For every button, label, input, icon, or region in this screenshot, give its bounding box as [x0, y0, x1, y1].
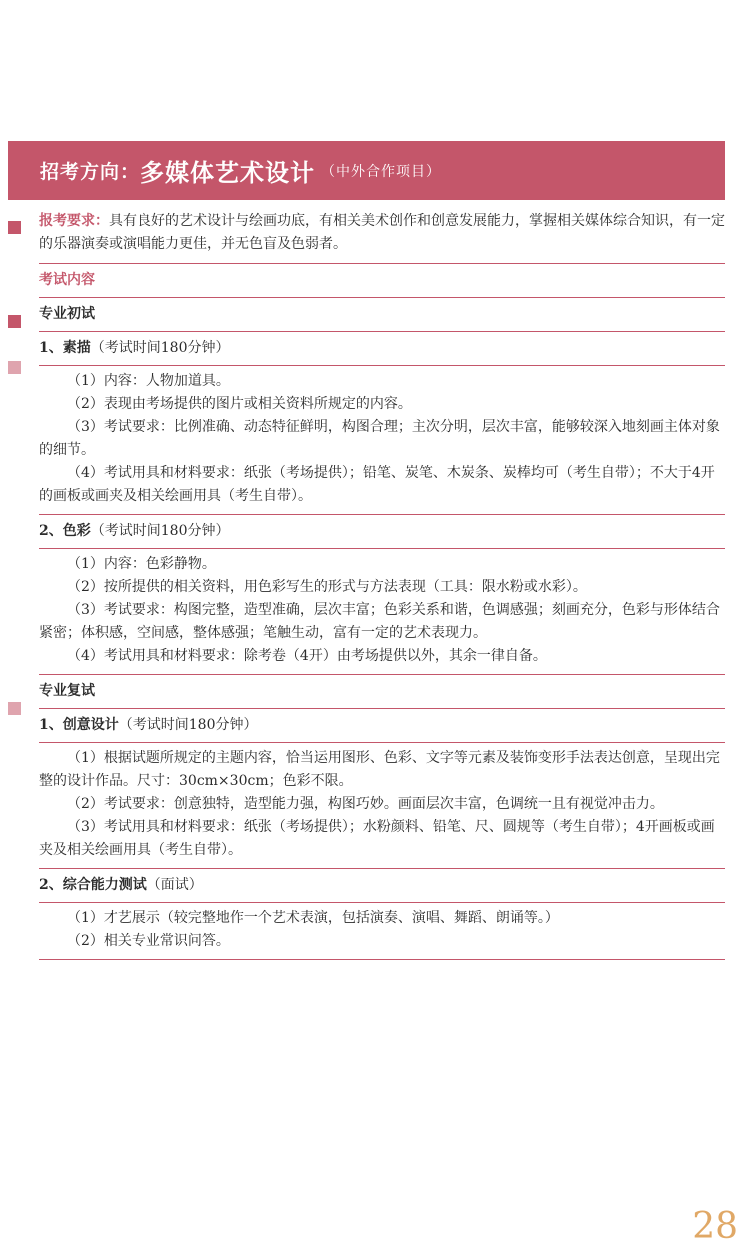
subject-time: （考试时间180分钟）	[90, 340, 230, 356]
subject-creative-title	[39, 709, 725, 742]
exam-content	[39, 210, 725, 960]
list-item: （2）按所提供的相关资料，用色彩写生的形式与方法表现（工具：限水粉或水彩）。	[67, 579, 587, 595]
subject-comprehensive-title	[39, 869, 725, 902]
marker-preliminary	[8, 315, 21, 328]
list-item: （3）考试要求：构图完整，造型准确，层次丰富；色彩关系和谐，色调感强；刻画充分，色彩与形体结合紧密；体积感，空间感，整体感强；笔触生动，富有一定的艺术表现力。	[39, 602, 720, 641]
banner-major: 多媒体艺术设计	[140, 158, 316, 187]
list-item: （2）表现由考场提供的图片或相关资料所规定的内容。	[67, 396, 412, 412]
major-banner	[8, 141, 725, 200]
subject-time: （面试）	[146, 877, 203, 893]
preliminary-heading: 专业初试	[39, 306, 95, 322]
list-item: （1）根据试题所规定的主题内容，恰当运用图形、色彩、文字等元素及装饰变形手法表达创意，呈现出完整的设计作品。尺寸：30cm×30cm；色彩不限。	[39, 750, 720, 789]
subject-color-title	[39, 515, 725, 548]
marker-requirements	[8, 221, 21, 234]
list-item: （4）考试用具和材料要求：纸张（考场提供）；铅笔、炭笔、木炭条、炭棒均可（考生自带）；不大于4开的画板或画夹及相关绘画用具（考生自带）。	[39, 465, 715, 504]
banner-lead: 招考方向：	[40, 161, 141, 183]
subject-name: 1、创意设计	[39, 717, 119, 733]
list-item: （3）考试用具和材料要求：纸张（考场提供）；水粉颜料、铅笔、尺、圆规等（考生自带）；4开画板或画夹及相关绘画用具（考生自带）。	[39, 819, 715, 858]
exam-content-heading: 考试内容	[39, 272, 95, 288]
subject-name: 1、素描	[39, 340, 91, 356]
page-number: 28	[692, 1206, 738, 1247]
retest-heading: 专业复试	[39, 683, 95, 699]
list-item: （1）才艺展示（较完整地作一个艺术表演，包括演奏、演唱、舞蹈、朗诵等。）	[67, 910, 559, 926]
subject-comprehensive-items	[39, 903, 725, 959]
divider	[39, 959, 725, 960]
list-item: （1）内容：色彩静物。	[67, 556, 216, 572]
marker-sketch	[8, 361, 21, 374]
requirements-text: 具有良好的艺术设计与绘画功底，有相关美术创作和创意发展能力，掌握相关媒体综合知识，有一定的乐器演奏或演唱能力更佳，并无色盲及色弱者。	[39, 213, 725, 252]
requirements	[39, 210, 725, 256]
subject-name: 2、综合能力测试	[39, 877, 147, 893]
list-item: （3）考试要求：比例准确、动态特征鲜明，构图合理；主次分明，层次丰富，能够较深入地刻画主体对象的细节。	[39, 419, 720, 458]
subject-sketch-title	[39, 332, 725, 365]
subject-name: 2、色彩	[39, 523, 91, 539]
subject-sketch-items	[39, 366, 725, 514]
subject-time: （考试时间180分钟）	[90, 523, 230, 539]
subject-creative-items	[39, 743, 725, 868]
subject-color-items	[39, 549, 725, 674]
list-item: （2）相关专业常识问答。	[67, 933, 230, 949]
list-item: （2）考试要求：创意独特，造型能力强，构图巧妙。画面层次丰富，色调统一且有视觉冲击力。	[67, 796, 664, 812]
subject-time: （考试时间180分钟）	[118, 717, 258, 733]
marker-retest	[8, 702, 21, 715]
requirements-label: 报考要求：	[39, 213, 109, 229]
list-item: （1）内容：人物加道具。	[67, 373, 230, 389]
list-item: （4）考试用具和材料要求：除考卷（4开）由考场提供以外，其余一律自备。	[67, 648, 547, 664]
banner-note: （中外合作项目）	[321, 163, 442, 180]
